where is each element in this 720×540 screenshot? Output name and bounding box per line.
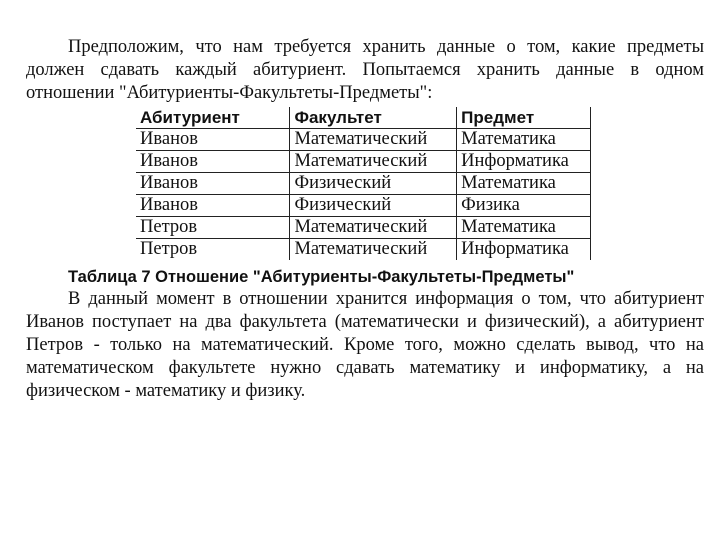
table-row — [136, 195, 591, 217]
table-header-row — [136, 107, 591, 129]
cell-applicant: Иванов — [136, 173, 290, 195]
table-row — [136, 151, 591, 173]
body-paragraph: В данный момент в отношении хранится информация о том, что абитуриент Иванов поступает на два факультета (математически и физический), а абитуриент Петров - только на математический. Кроме того, можно сделать вывод, что на математическом факультете нужно сдавать математику и информатику, а на физическом - математику и физику. — [26, 289, 704, 401]
header-subject: Предмет — [457, 107, 591, 129]
cell-faculty: Физический — [290, 173, 457, 195]
table-row — [136, 129, 591, 151]
relation-table-container — [136, 107, 591, 267]
table-row — [136, 217, 591, 239]
header-faculty: Факультет — [290, 107, 457, 129]
cell-subject: Информатика — [457, 239, 591, 261]
cell-faculty: Математический — [290, 151, 457, 173]
cell-faculty: Математический — [290, 217, 457, 239]
cell-subject: Физика — [457, 195, 591, 217]
cell-applicant: Петров — [136, 239, 290, 261]
table-row — [136, 239, 591, 261]
cell-faculty: Математический — [290, 239, 457, 261]
cell-subject: Математика — [457, 129, 591, 151]
cell-subject: Информатика — [457, 151, 591, 173]
cell-applicant: Иванов — [136, 151, 290, 173]
table-caption: Таблица 7 Отношение "Абитуриенты-Факультеты-Предметы" — [68, 268, 575, 286]
intro-paragraph: Предположим, что нам требуется хранить данные о том, какие предметы должен сдавать каждый абитуриент. Попытаемся хранить данные в одном отношении "Абитуриенты-Факультеты-Предметы": — [26, 37, 704, 103]
relation-table — [136, 107, 591, 260]
cell-faculty: Математический — [290, 129, 457, 151]
cell-subject: Математика — [457, 173, 591, 195]
cell-applicant: Иванов — [136, 195, 290, 217]
cell-applicant: Петров — [136, 217, 290, 239]
cell-applicant: Иванов — [136, 129, 290, 151]
cell-subject: Математика — [457, 217, 591, 239]
document-page — [26, 36, 704, 403]
header-applicant: Абитуриент — [136, 107, 290, 129]
table-row — [136, 173, 591, 195]
cell-faculty: Физический — [290, 195, 457, 217]
